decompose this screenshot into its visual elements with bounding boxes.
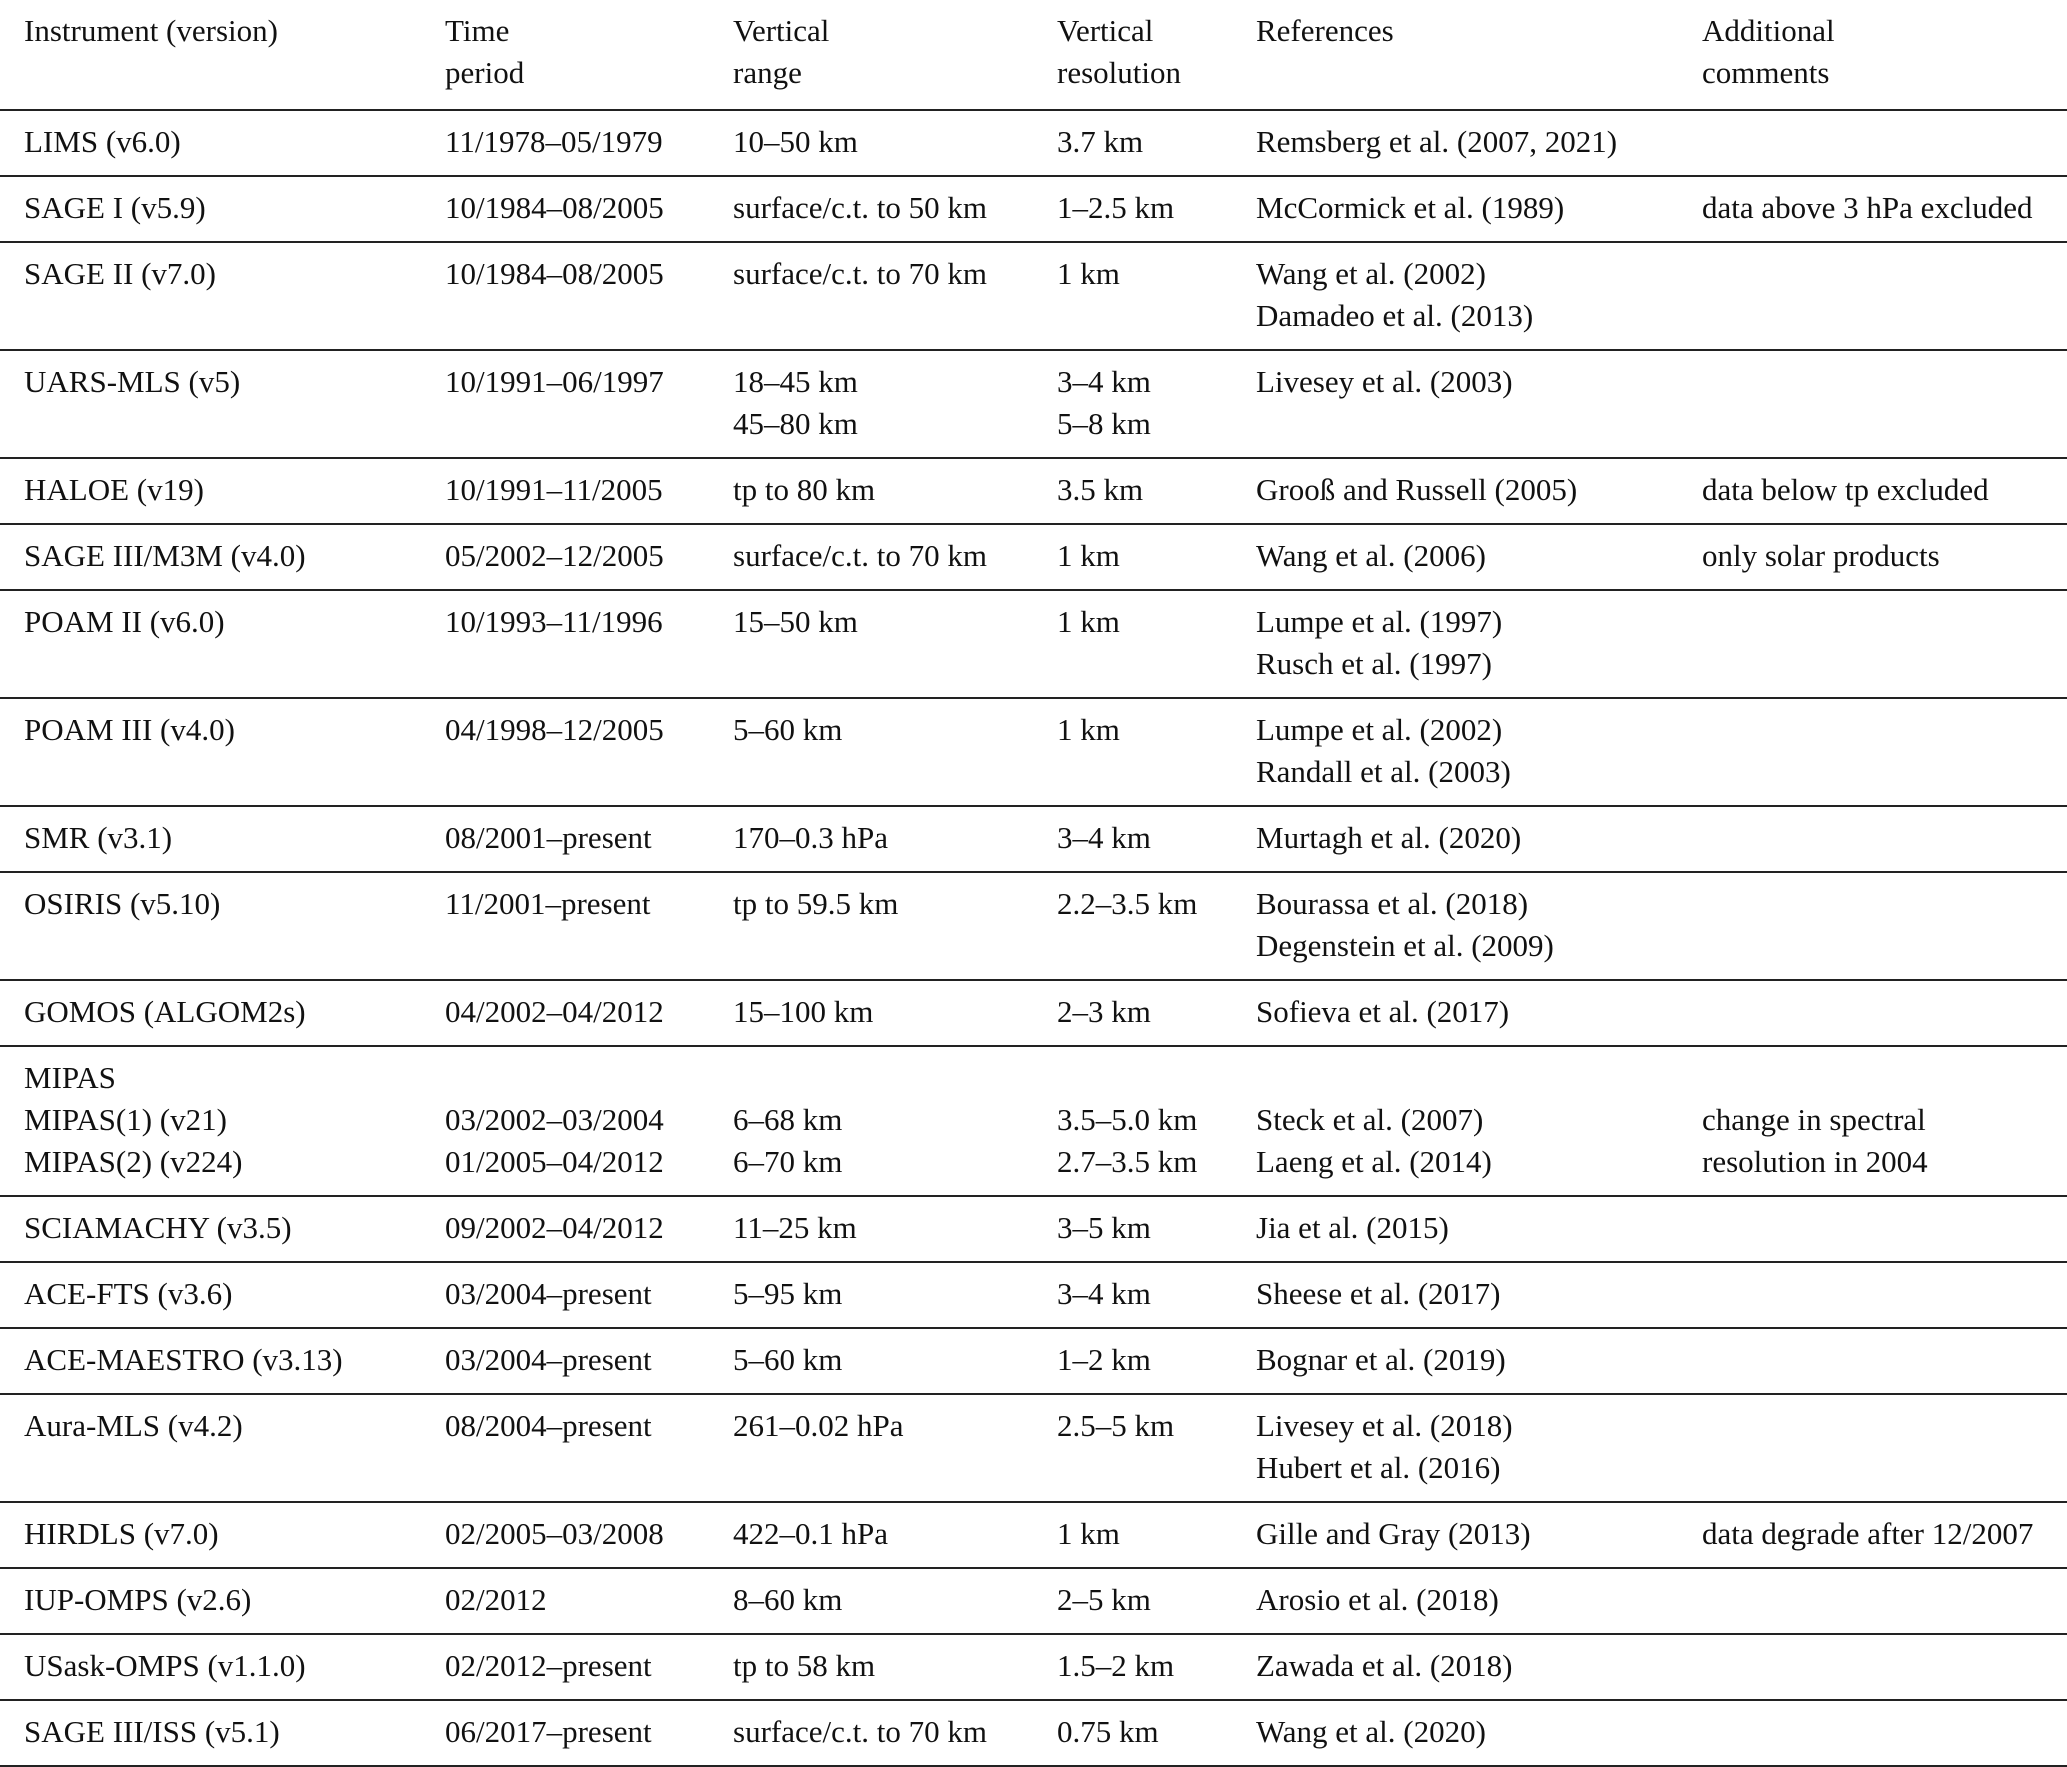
cell-text bbox=[1702, 1405, 2067, 1447]
cell-text: 422–0.1 hPa bbox=[733, 1516, 888, 1551]
table-row bbox=[0, 242, 2067, 350]
cell-vertical-range bbox=[709, 806, 1033, 872]
cell-text bbox=[733, 1057, 1033, 1099]
cell-instrument bbox=[0, 350, 421, 458]
cell-comments bbox=[1678, 806, 2067, 872]
cell-text bbox=[1702, 883, 2067, 925]
cell-time-period bbox=[421, 1634, 709, 1700]
cell-text: 3.5 km bbox=[1057, 472, 1144, 507]
cell-vertical-range bbox=[709, 110, 1033, 176]
cell-vertical-resolution bbox=[1033, 350, 1232, 458]
table-row bbox=[0, 1568, 2067, 1634]
table-row bbox=[0, 872, 2067, 980]
cell-text: 08/2004–present bbox=[445, 1408, 652, 1443]
cell-vertical-resolution bbox=[1033, 806, 1232, 872]
cell-vertical-resolution bbox=[1033, 1046, 1232, 1196]
cell-references bbox=[1232, 1328, 1678, 1394]
cell-references bbox=[1232, 1634, 1678, 1700]
cell-text: SCIAMACHY (v3.5) bbox=[24, 1210, 292, 1245]
cell-text: Bourassa et al. (2018) bbox=[1256, 886, 1529, 921]
cell-time-period bbox=[421, 350, 709, 458]
cell-vertical-range bbox=[709, 1046, 1033, 1196]
cell-vertical-resolution bbox=[1033, 524, 1232, 590]
cell-vertical-resolution bbox=[1033, 1502, 1232, 1568]
cell-vertical-range bbox=[709, 350, 1033, 458]
cell-text: 02/2012 bbox=[445, 1582, 547, 1617]
cell-text: 09/2002–04/2012 bbox=[445, 1210, 664, 1245]
cell-text bbox=[1702, 253, 2067, 295]
cell-text: 3–4 km bbox=[1057, 364, 1151, 399]
header-text: Instrument (version) bbox=[24, 13, 278, 48]
cell-vertical-resolution bbox=[1033, 1634, 1232, 1700]
cell-text: 11/1978–05/1979 bbox=[445, 124, 663, 159]
cell-text: Hubert et al. (2016) bbox=[1256, 1450, 1501, 1485]
cell-text: MIPAS(1) (v21) bbox=[24, 1102, 227, 1137]
cell-text: 0.75 km bbox=[1057, 1714, 1159, 1749]
cell-text: 04/1998–12/2005 bbox=[445, 712, 664, 747]
table-row bbox=[0, 698, 2067, 806]
cell-time-period bbox=[421, 980, 709, 1046]
cell-text: 10/1993–11/1996 bbox=[445, 604, 663, 639]
cell-text: 2–5 km bbox=[1057, 1582, 1151, 1617]
cell-text: Arosio et al. (2018) bbox=[1256, 1582, 1499, 1617]
cell-references bbox=[1232, 110, 1678, 176]
cell-text bbox=[1702, 1579, 2067, 1621]
cell-text: Wang et al. (2006) bbox=[1256, 538, 1486, 573]
cell-text: tp to 59.5 km bbox=[733, 886, 899, 921]
cell-references bbox=[1232, 590, 1678, 698]
cell-text: 10/1991–06/1997 bbox=[445, 364, 664, 399]
cell-text: Bognar et al. (2019) bbox=[1256, 1342, 1506, 1377]
cell-vertical-resolution bbox=[1033, 1328, 1232, 1394]
cell-text: Steck et al. (2007) bbox=[1256, 1102, 1484, 1137]
cell-vertical-range bbox=[709, 1502, 1033, 1568]
cell-time-period bbox=[421, 1502, 709, 1568]
cell-text bbox=[1702, 121, 2067, 163]
cell-comments bbox=[1678, 1046, 2067, 1196]
cell-comments bbox=[1678, 1568, 2067, 1634]
cell-text bbox=[1057, 1057, 1232, 1099]
cell-references bbox=[1232, 176, 1678, 242]
cell-text: Zawada et al. (2018) bbox=[1256, 1648, 1513, 1683]
cell-text: Gille and Gray (2013) bbox=[1256, 1516, 1531, 1551]
cell-text: HIRDLS (v7.0) bbox=[24, 1516, 219, 1551]
cell-instrument bbox=[0, 1634, 421, 1700]
table-row bbox=[0, 350, 2067, 458]
cell-comments bbox=[1678, 1196, 2067, 1262]
cell-vertical-resolution bbox=[1033, 1196, 1232, 1262]
cell-time-period bbox=[421, 1328, 709, 1394]
cell-text: 11–25 km bbox=[733, 1210, 857, 1245]
cell-text: USask-OMPS (v1.1.0) bbox=[24, 1648, 306, 1683]
cell-text: 1 km bbox=[1057, 604, 1120, 639]
cell-text: GOMOS (ALGOM2s) bbox=[24, 994, 306, 1029]
cell-time-period bbox=[421, 524, 709, 590]
cell-text: 10/1984–08/2005 bbox=[445, 190, 664, 225]
cell-vertical-range bbox=[709, 242, 1033, 350]
cell-text: 02/2005–03/2008 bbox=[445, 1516, 664, 1551]
cell-text: 03/2004–present bbox=[445, 1276, 652, 1311]
cell-comments bbox=[1678, 590, 2067, 698]
cell-vertical-resolution bbox=[1033, 980, 1232, 1046]
header-text: Time bbox=[445, 13, 510, 48]
cell-instrument bbox=[0, 1196, 421, 1262]
cell-vertical-range bbox=[709, 1328, 1033, 1394]
cell-vertical-resolution bbox=[1033, 458, 1232, 524]
cell-text: Aura-MLS (v4.2) bbox=[24, 1408, 243, 1443]
cell-text bbox=[1256, 1057, 1678, 1099]
cell-text: 2.2–3.5 km bbox=[1057, 886, 1198, 921]
cell-time-period bbox=[421, 1394, 709, 1502]
cell-vertical-resolution bbox=[1033, 1394, 1232, 1502]
cell-text: 5–60 km bbox=[733, 1342, 843, 1377]
table-row bbox=[0, 1502, 2067, 1568]
cell-text: 10/1991–11/2005 bbox=[445, 472, 663, 507]
cell-text: 1.5–2 km bbox=[1057, 1648, 1175, 1683]
cell-text: Murtagh et al. (2020) bbox=[1256, 820, 1522, 855]
table-row bbox=[0, 806, 2067, 872]
header-text: Additional bbox=[1702, 13, 1835, 48]
cell-text: only solar products bbox=[1702, 538, 1940, 573]
cell-references bbox=[1232, 1262, 1678, 1328]
cell-vertical-range bbox=[709, 1568, 1033, 1634]
cell-text: ACE-MAESTRO (v3.13) bbox=[24, 1342, 343, 1377]
cell-text: 2.7–3.5 km bbox=[1057, 1144, 1198, 1179]
cell-text bbox=[1702, 1711, 2067, 1753]
table-row bbox=[0, 980, 2067, 1046]
cell-vertical-range bbox=[709, 524, 1033, 590]
cell-text: 1 km bbox=[1057, 256, 1120, 291]
cell-references bbox=[1232, 1568, 1678, 1634]
cell-vertical-range bbox=[709, 1634, 1033, 1700]
cell-text: 5–8 km bbox=[1057, 406, 1151, 441]
cell-text: Randall et al. (2003) bbox=[1256, 754, 1511, 789]
header-vertical-range bbox=[709, 0, 1033, 110]
cell-comments bbox=[1678, 524, 2067, 590]
cell-text: OSIRIS (v5.10) bbox=[24, 886, 221, 921]
cell-vertical-resolution bbox=[1033, 698, 1232, 806]
cell-text: 01/2005–04/2012 bbox=[445, 1144, 664, 1179]
cell-instrument bbox=[0, 872, 421, 980]
cell-references bbox=[1232, 458, 1678, 524]
cell-text: 3.5–5.0 km bbox=[1057, 1102, 1198, 1137]
cell-instrument bbox=[0, 590, 421, 698]
cell-comments bbox=[1678, 1262, 2067, 1328]
cell-text: 03/2004–present bbox=[445, 1342, 652, 1377]
cell-text bbox=[1702, 1339, 2067, 1381]
cell-text: Wang et al. (2002) bbox=[1256, 256, 1486, 291]
cell-vertical-resolution bbox=[1033, 872, 1232, 980]
cell-text: 15–100 km bbox=[733, 994, 874, 1029]
cell-time-period bbox=[421, 1196, 709, 1262]
cell-text: 8–60 km bbox=[733, 1582, 843, 1617]
cell-text: resolution in 2004 bbox=[1702, 1144, 1928, 1179]
cell-text: 1–2 km bbox=[1057, 1342, 1151, 1377]
cell-text: 08/2001–present bbox=[445, 820, 652, 855]
cell-comments bbox=[1678, 458, 2067, 524]
cell-text: 3–4 km bbox=[1057, 820, 1151, 855]
cell-instrument bbox=[0, 1262, 421, 1328]
cell-text: IUP-OMPS (v2.6) bbox=[24, 1582, 252, 1617]
cell-text: Sofieva et al. (2017) bbox=[1256, 994, 1510, 1029]
cell-text: 10–50 km bbox=[733, 124, 858, 159]
cell-text: change in spectral bbox=[1702, 1102, 1926, 1137]
table-row bbox=[0, 1196, 2067, 1262]
header-row bbox=[0, 0, 2067, 110]
cell-instrument bbox=[0, 1394, 421, 1502]
cell-text: 10/1984–08/2005 bbox=[445, 256, 664, 291]
cell-references bbox=[1232, 242, 1678, 350]
header-text: References bbox=[1256, 13, 1394, 48]
cell-text: 18–45 km bbox=[733, 364, 858, 399]
table-row bbox=[0, 1394, 2067, 1502]
cell-vertical-resolution bbox=[1033, 1568, 1232, 1634]
cell-text: 2–3 km bbox=[1057, 994, 1151, 1029]
cell-time-period bbox=[421, 242, 709, 350]
cell-text bbox=[1702, 1273, 2067, 1315]
cell-instrument bbox=[0, 524, 421, 590]
cell-text bbox=[1702, 361, 2067, 403]
cell-vertical-range bbox=[709, 872, 1033, 980]
cell-comments bbox=[1678, 1634, 2067, 1700]
table-body bbox=[0, 110, 2067, 1766]
header-text: period bbox=[445, 55, 525, 90]
cell-comments bbox=[1678, 242, 2067, 350]
header-references bbox=[1232, 0, 1678, 110]
cell-text: 3–4 km bbox=[1057, 1276, 1151, 1311]
table-row bbox=[0, 1262, 2067, 1328]
cell-text bbox=[1702, 1207, 2067, 1249]
cell-instrument bbox=[0, 176, 421, 242]
cell-text: surface/c.t. to 50 km bbox=[733, 190, 987, 225]
cell-instrument bbox=[0, 1328, 421, 1394]
cell-text: Sheese et al. (2017) bbox=[1256, 1276, 1501, 1311]
cell-text: 11/2001–present bbox=[445, 886, 651, 921]
cell-text: 2.5–5 km bbox=[1057, 1408, 1175, 1443]
cell-text: Degenstein et al. (2009) bbox=[1256, 928, 1554, 963]
cell-time-period bbox=[421, 698, 709, 806]
cell-text: tp to 58 km bbox=[733, 1648, 876, 1683]
cell-text: MIPAS(2) (v224) bbox=[24, 1144, 243, 1179]
cell-time-period bbox=[421, 176, 709, 242]
cell-vertical-resolution bbox=[1033, 242, 1232, 350]
cell-text bbox=[1702, 1057, 2067, 1099]
header-vertical-resolution bbox=[1033, 0, 1232, 110]
cell-vertical-resolution bbox=[1033, 1700, 1232, 1766]
cell-text: data degrade after 12/2007 bbox=[1702, 1516, 2034, 1551]
cell-text: 15–50 km bbox=[733, 604, 858, 639]
cell-references bbox=[1232, 350, 1678, 458]
cell-text: 170–0.3 hPa bbox=[733, 820, 888, 855]
cell-references bbox=[1232, 980, 1678, 1046]
header-additional-comments bbox=[1678, 0, 2067, 110]
cell-text: SAGE III/M3M (v4.0) bbox=[24, 538, 306, 573]
cell-instrument bbox=[0, 1568, 421, 1634]
cell-time-period bbox=[421, 806, 709, 872]
cell-text: 6–70 km bbox=[733, 1144, 843, 1179]
cell-text: Grooß and Russell (2005) bbox=[1256, 472, 1578, 507]
table-row bbox=[0, 590, 2067, 698]
cell-text: ACE-FTS (v3.6) bbox=[24, 1276, 233, 1311]
cell-instrument bbox=[0, 980, 421, 1046]
cell-text: UARS-MLS (v5) bbox=[24, 364, 241, 399]
cell-text: Laeng et al. (2014) bbox=[1256, 1144, 1492, 1179]
cell-instrument bbox=[0, 458, 421, 524]
cell-references bbox=[1232, 1394, 1678, 1502]
cell-text: 06/2017–present bbox=[445, 1714, 652, 1749]
cell-comments bbox=[1678, 872, 2067, 980]
cell-vertical-range bbox=[709, 698, 1033, 806]
cell-text: data above 3 hPa excluded bbox=[1702, 190, 2033, 225]
cell-comments bbox=[1678, 1502, 2067, 1568]
cell-text: SAGE III/ISS (v5.1) bbox=[24, 1714, 280, 1749]
cell-comments bbox=[1678, 1328, 2067, 1394]
cell-vertical-range bbox=[709, 1700, 1033, 1766]
cell-comments bbox=[1678, 698, 2067, 806]
cell-text bbox=[1702, 1645, 2067, 1687]
cell-vertical-range bbox=[709, 458, 1033, 524]
cell-references bbox=[1232, 1196, 1678, 1262]
cell-time-period bbox=[421, 110, 709, 176]
cell-text: Lumpe et al. (1997) bbox=[1256, 604, 1503, 639]
cell-text: Lumpe et al. (2002) bbox=[1256, 712, 1503, 747]
cell-instrument bbox=[0, 1700, 421, 1766]
table-row bbox=[0, 176, 2067, 242]
cell-time-period bbox=[421, 1700, 709, 1766]
cell-vertical-range bbox=[709, 1262, 1033, 1328]
header-text: Vertical bbox=[733, 13, 830, 48]
cell-text: surface/c.t. to 70 km bbox=[733, 538, 987, 573]
cell-time-period bbox=[421, 1568, 709, 1634]
cell-references bbox=[1232, 698, 1678, 806]
cell-text: 1 km bbox=[1057, 712, 1120, 747]
cell-vertical-resolution bbox=[1033, 176, 1232, 242]
cell-text: 45–80 km bbox=[733, 406, 858, 441]
cell-comments bbox=[1678, 1394, 2067, 1502]
cell-text: HALOE (v19) bbox=[24, 472, 204, 507]
cell-text: 03/2002–03/2004 bbox=[445, 1102, 664, 1137]
cell-text: MIPAS bbox=[24, 1060, 116, 1095]
table-header bbox=[0, 0, 2067, 110]
cell-instrument bbox=[0, 1502, 421, 1568]
cell-text: 6–68 km bbox=[733, 1102, 843, 1137]
header-text: resolution bbox=[1057, 55, 1181, 90]
header-instrument bbox=[0, 0, 421, 110]
cell-text: Jia et al. (2015) bbox=[1256, 1210, 1449, 1245]
cell-text bbox=[1702, 817, 2067, 859]
cell-vertical-range bbox=[709, 1394, 1033, 1502]
cell-vertical-resolution bbox=[1033, 110, 1232, 176]
cell-time-period bbox=[421, 872, 709, 980]
table-row bbox=[0, 110, 2067, 176]
header-text: Vertical bbox=[1057, 13, 1154, 48]
cell-instrument bbox=[0, 242, 421, 350]
cell-text: 05/2002–12/2005 bbox=[445, 538, 664, 573]
cell-time-period bbox=[421, 1046, 709, 1196]
cell-time-period bbox=[421, 1262, 709, 1328]
cell-text: SAGE II (v7.0) bbox=[24, 256, 216, 291]
cell-text: Wang et al. (2020) bbox=[1256, 1714, 1486, 1749]
cell-text: 1–2.5 km bbox=[1057, 190, 1175, 225]
cell-text: SMR (v3.1) bbox=[24, 820, 173, 855]
table-row bbox=[0, 1328, 2067, 1394]
cell-references bbox=[1232, 1502, 1678, 1568]
cell-instrument bbox=[0, 698, 421, 806]
cell-vertical-resolution bbox=[1033, 1262, 1232, 1328]
cell-vertical-range bbox=[709, 980, 1033, 1046]
cell-text: 3.7 km bbox=[1057, 124, 1144, 159]
cell-text: 04/2002–04/2012 bbox=[445, 994, 664, 1029]
table-row bbox=[0, 1046, 2067, 1196]
cell-text: tp to 80 km bbox=[733, 472, 876, 507]
table-row bbox=[0, 458, 2067, 524]
cell-text bbox=[445, 1057, 709, 1099]
cell-comments bbox=[1678, 176, 2067, 242]
cell-text: POAM II (v6.0) bbox=[24, 604, 225, 639]
cell-comments bbox=[1678, 1700, 2067, 1766]
cell-text: 02/2012–present bbox=[445, 1648, 652, 1683]
cell-text: Damadeo et al. (2013) bbox=[1256, 298, 1534, 333]
table-row bbox=[0, 1700, 2067, 1766]
cell-comments bbox=[1678, 350, 2067, 458]
cell-text: 5–60 km bbox=[733, 712, 843, 747]
cell-vertical-range bbox=[709, 176, 1033, 242]
cell-text: 1 km bbox=[1057, 1516, 1120, 1551]
cell-text: 5–95 km bbox=[733, 1276, 843, 1311]
cell-text: Remsberg et al. (2007, 2021) bbox=[1256, 124, 1618, 159]
cell-instrument bbox=[0, 1046, 421, 1196]
cell-references bbox=[1232, 1046, 1678, 1196]
cell-text bbox=[1702, 991, 2067, 1033]
cell-references bbox=[1232, 524, 1678, 590]
cell-text bbox=[1702, 601, 2067, 643]
cell-vertical-range bbox=[709, 1196, 1033, 1262]
cell-time-period bbox=[421, 458, 709, 524]
cell-text: 3–5 km bbox=[1057, 1210, 1151, 1245]
cell-text: data below tp excluded bbox=[1702, 472, 1989, 507]
header-time-period bbox=[421, 0, 709, 110]
cell-text: 261–0.02 hPa bbox=[733, 1408, 904, 1443]
cell-text: LIMS (v6.0) bbox=[24, 124, 181, 159]
cell-vertical-resolution bbox=[1033, 590, 1232, 698]
cell-time-period bbox=[421, 590, 709, 698]
cell-references bbox=[1232, 806, 1678, 872]
cell-instrument bbox=[0, 806, 421, 872]
cell-text: surface/c.t. to 70 km bbox=[733, 1714, 987, 1749]
cell-comments bbox=[1678, 110, 2067, 176]
cell-text: Rusch et al. (1997) bbox=[1256, 646, 1492, 681]
cell-text: surface/c.t. to 70 km bbox=[733, 256, 987, 291]
cell-text bbox=[1702, 709, 2067, 751]
cell-comments bbox=[1678, 980, 2067, 1046]
cell-text: McCormick et al. (1989) bbox=[1256, 190, 1565, 225]
cell-text: Livesey et al. (2003) bbox=[1256, 364, 1513, 399]
cell-references bbox=[1232, 872, 1678, 980]
cell-text: 1 km bbox=[1057, 538, 1120, 573]
cell-references bbox=[1232, 1700, 1678, 1766]
header-text: comments bbox=[1702, 55, 1830, 90]
cell-vertical-range bbox=[709, 590, 1033, 698]
cell-instrument bbox=[0, 110, 421, 176]
table-row bbox=[0, 524, 2067, 590]
cell-text: SAGE I (v5.9) bbox=[24, 190, 206, 225]
table-row bbox=[0, 1634, 2067, 1700]
cell-text: POAM III (v4.0) bbox=[24, 712, 235, 747]
header-text: range bbox=[733, 55, 802, 90]
cell-text: Livesey et al. (2018) bbox=[1256, 1408, 1513, 1443]
